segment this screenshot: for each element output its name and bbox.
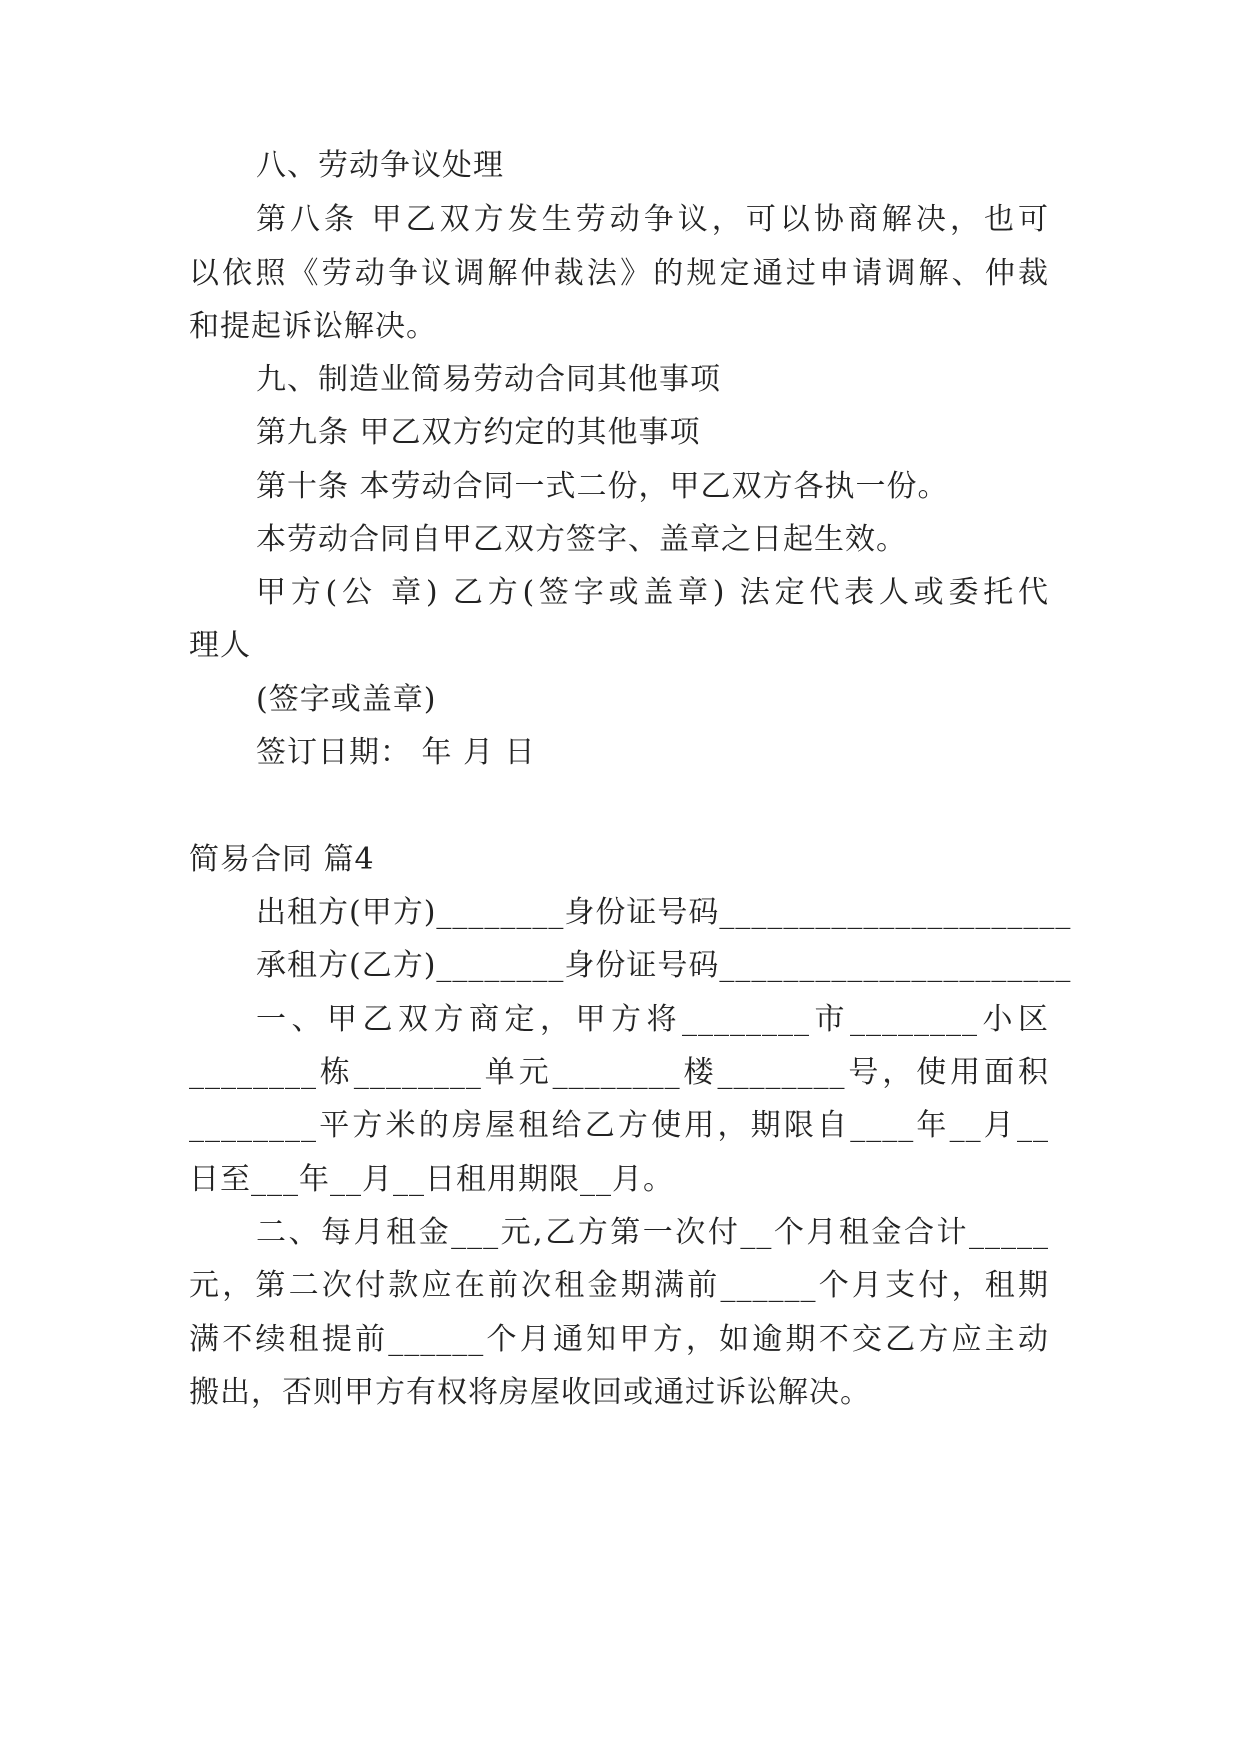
signature-parties-line-2: 理人 xyxy=(189,628,251,663)
contract-title: 简易合同 篇4 xyxy=(189,842,375,877)
clause-2-line-2: 元，第二次付款应在前次租金期满前______个月支付，租期 xyxy=(189,1268,1049,1303)
clause-2-line-1: 二、每月租金___元,乙方第一次付__个月租金合计_____ xyxy=(256,1215,1049,1250)
clause-1-line-3: ________平方米的房屋租给乙方使用，期限自____年__月__ xyxy=(189,1108,1049,1143)
signature-note: (签字或盖章) xyxy=(256,682,437,717)
clause-1-line-2: ________栋________单元________楼________号，使用面积 xyxy=(189,1055,1049,1090)
signature-parties-line-1: 甲方(公 章) 乙方(签字或盖章) 法定代表人或委托代 xyxy=(256,575,1049,610)
article-9: 第九条 甲乙双方约定的其他事项 xyxy=(256,415,701,450)
article-8-line-1: 第八条 甲乙双方发生劳动争议，可以协商解决，也可 xyxy=(256,202,1049,237)
clause-1-line-4: 日至___年__月__日租用期限__月。 xyxy=(189,1162,674,1197)
effective-clause: 本劳动合同自甲乙双方签字、盖章之日起生效。 xyxy=(256,522,907,557)
article-8-line-2: 以依照《劳动争议调解仲裁法》的规定通过申请调解、仲裁 xyxy=(189,256,1049,291)
section-heading-8: 八、劳动争议处理 xyxy=(256,148,504,183)
article-8-line-3: 和提起诉讼解决。 xyxy=(189,309,437,344)
lessor-line: 出租方(甲方)________身份证号码______________________ xyxy=(256,895,1072,930)
section-heading-9: 九、制造业简易劳动合同其他事项 xyxy=(256,362,721,397)
lessee-line: 承租方(乙方)________身份证号码______________________ xyxy=(256,948,1072,983)
clause-2-line-4: 搬出，否则甲方有权将房屋收回或通过诉讼解决。 xyxy=(189,1375,871,1410)
clause-2-line-3: 满不续租提前______个月通知甲方，如逾期不交乙方应主动 xyxy=(189,1322,1049,1357)
clause-1-line-1: 一、甲乙双方商定，甲方将________市________小区 xyxy=(256,1002,1049,1037)
signing-date: 签订日期： 年 月 日 xyxy=(256,735,536,770)
article-10: 第十条 本劳动合同一式二份，甲乙双方各执一份。 xyxy=(256,469,949,504)
